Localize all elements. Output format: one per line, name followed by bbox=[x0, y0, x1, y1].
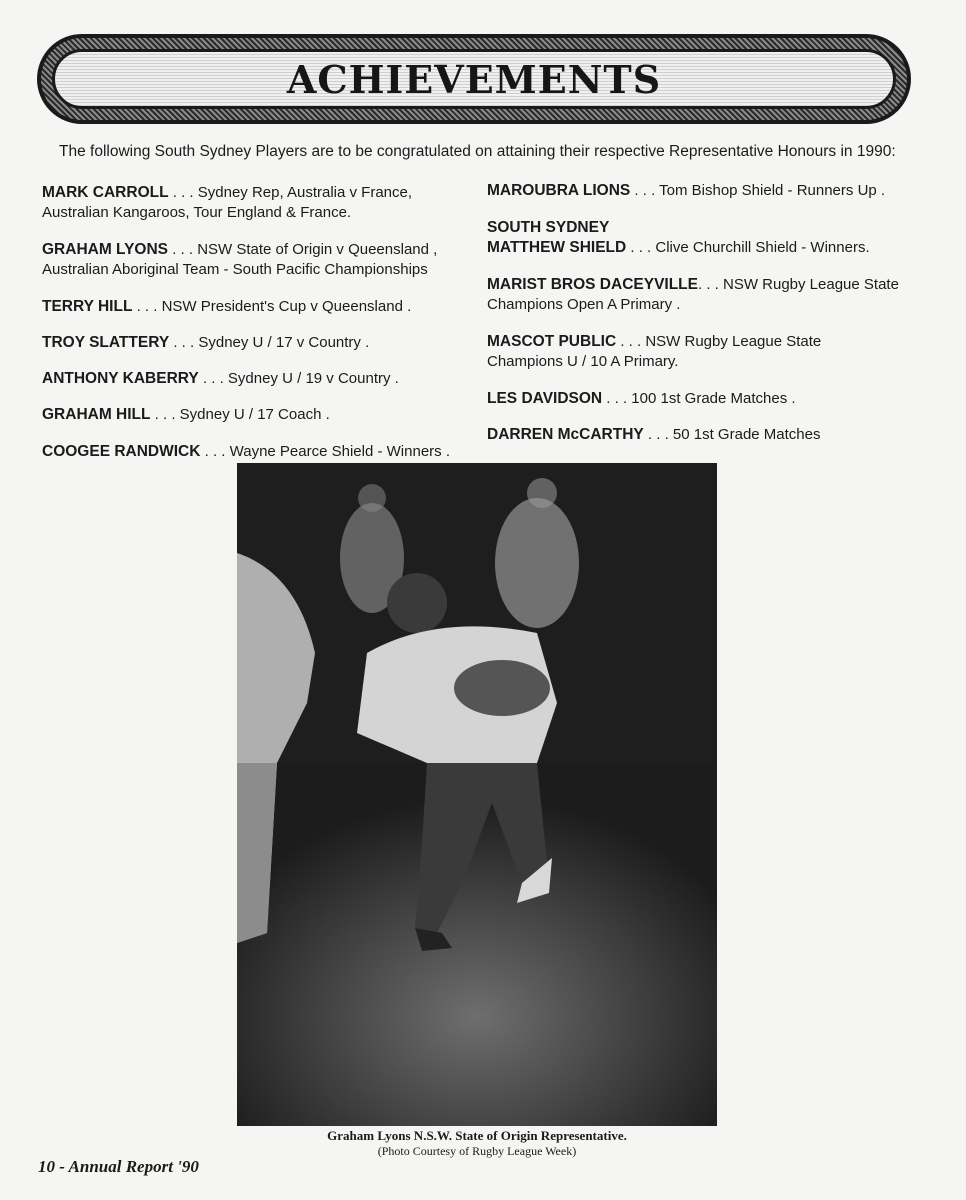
achievement-entry bbox=[42, 369, 472, 389]
entry-detail: . . . 100 1st Grade Matches . bbox=[602, 390, 796, 407]
entry-detail-line2: Champions Open A Primary . bbox=[487, 296, 681, 313]
achievement-entry bbox=[42, 297, 472, 317]
achievements-right-column bbox=[487, 181, 937, 445]
entry-detail: . . . Sydney U / 17 v Country . bbox=[169, 334, 370, 351]
entry-detail-line2: Australian Aboriginal Team - South Pacific Championships bbox=[42, 261, 428, 278]
entry-detail: . . . NSW Rugby League State bbox=[616, 333, 822, 350]
achievement-entry bbox=[487, 425, 937, 445]
photo-illustration bbox=[237, 463, 717, 1126]
entry-name-prefix: SOUTH SYDNEY bbox=[487, 219, 610, 236]
achievement-entry bbox=[42, 442, 472, 462]
achievements-left-column bbox=[42, 183, 472, 462]
achievement-entry bbox=[42, 333, 472, 353]
page-footer: 10 - Annual Report '90 bbox=[38, 1157, 199, 1176]
title-banner bbox=[37, 34, 911, 124]
entry-detail: . . . Wayne Pearce Shield - Winners . bbox=[200, 443, 450, 460]
achievement-entry bbox=[487, 275, 937, 315]
entry-name: MASCOT PUBLIC bbox=[487, 333, 617, 350]
entry-name: MARIST BROS DACEYVILLE bbox=[487, 276, 698, 293]
entry-name: COOGEE RANDWICK bbox=[42, 443, 201, 460]
entry-name: LES DAVIDSON bbox=[487, 390, 603, 407]
achievement-entry bbox=[487, 332, 937, 372]
page-title: ACHIEVEMENTS bbox=[286, 56, 662, 102]
entry-detail: . . . Clive Churchill Shield - Winners. bbox=[626, 239, 870, 256]
entry-name: TERRY HILL bbox=[42, 298, 133, 315]
achievement-entry bbox=[487, 218, 937, 258]
player-photo bbox=[237, 463, 717, 1126]
photo-credit: (Photo Courtesy of Rugby League Week) bbox=[377, 1144, 577, 1158]
title-banner-inner bbox=[52, 49, 896, 109]
entry-detail: . . . Sydney Rep, Australia v France, bbox=[168, 184, 413, 201]
achievement-entry bbox=[42, 405, 472, 425]
entry-detail: . . . NSW President's Cup v Queensland . bbox=[132, 298, 412, 315]
entry-detail: . . . NSW State of Origin v Queensland , bbox=[168, 241, 438, 258]
entry-name: MARK CARROLL bbox=[42, 184, 169, 201]
entry-name: DARREN McCARTHY bbox=[487, 426, 644, 443]
entry-detail: . . . NSW Rugby League State bbox=[697, 276, 899, 293]
entry-name: GRAHAM HILL bbox=[42, 406, 151, 423]
entry-detail: . . . Sydney U / 17 Coach . bbox=[150, 406, 330, 423]
entry-detail: . . . Sydney U / 19 v Country . bbox=[198, 370, 399, 387]
achievement-entry bbox=[42, 183, 472, 223]
entry-detail-line2: Champions U / 10 A Primary. bbox=[487, 353, 679, 370]
entry-detail-line2: Australian Kangaroos, Tour England & France. bbox=[42, 204, 352, 221]
achievement-entry bbox=[487, 181, 937, 201]
intro-text: The following South Sydney Players are to be congratulated on attaining their respective Representative Honours in 1990: bbox=[59, 143, 896, 160]
entry-name: TROY SLATTERY bbox=[42, 334, 170, 351]
entry-name: MATTHEW SHIELD bbox=[487, 239, 627, 256]
entry-detail: . . . 50 1st Grade Matches bbox=[643, 426, 821, 443]
achievement-entry bbox=[487, 389, 937, 409]
entry-name: GRAHAM LYONS bbox=[42, 241, 169, 258]
photo-caption: Graham Lyons N.S.W. State of Origin Representative. bbox=[327, 1128, 627, 1143]
achievement-entry bbox=[42, 240, 472, 280]
entry-detail: . . . Tom Bishop Shield - Runners Up . bbox=[630, 182, 886, 199]
entry-name: MAROUBRA LIONS bbox=[487, 182, 631, 199]
entry-name: ANTHONY KABERRY bbox=[42, 370, 199, 387]
